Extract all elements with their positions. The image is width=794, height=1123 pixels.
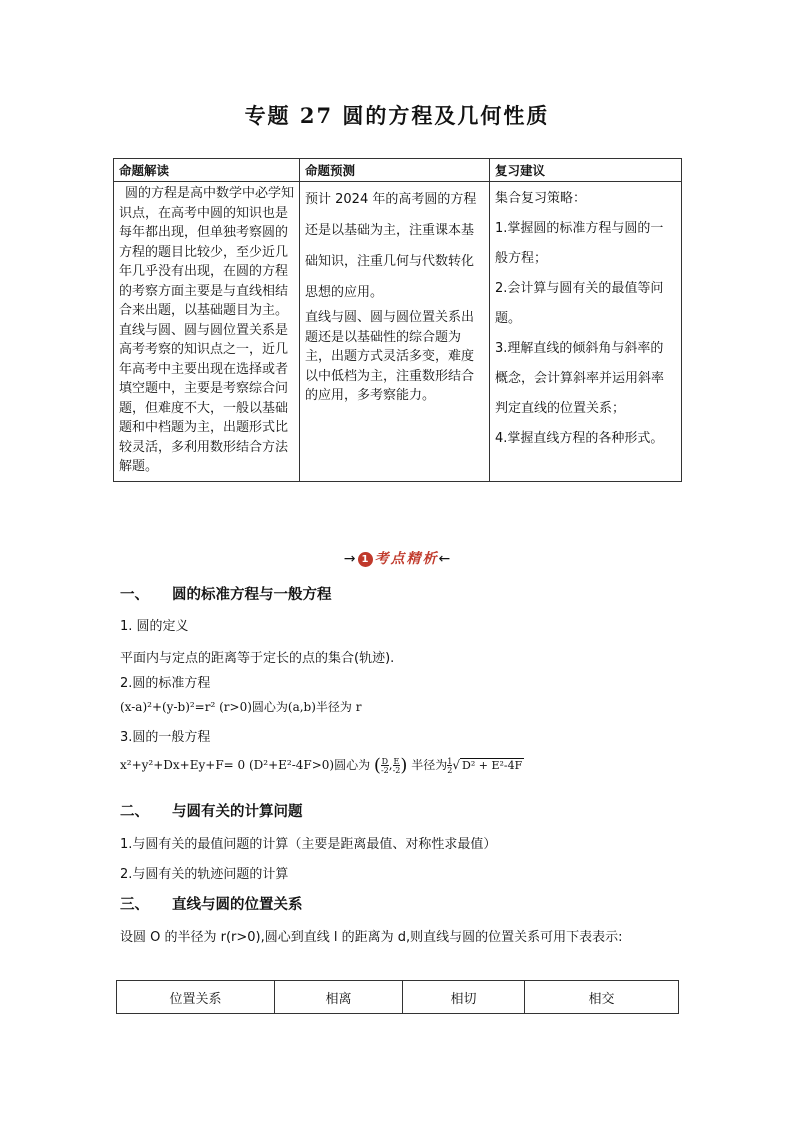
suggestion-line-4: 3.理解直线的倾斜角与斜率的概念，会计算斜率并运用斜率判定直线的位置关系； [495,341,665,416]
calc-item-1: 1.与圆有关的最值问题的计算（主要是距离最值、对称性求最值） [120,837,497,852]
prediction-para-2: 直线与圆、圆与圆位置关系出题还是以基础性的综合题为主，出题方式灵活多变，难度以中低档为主，注重数形结合的应用，多考察能力。 [305,310,475,403]
relation-intersect: 相交 [525,981,679,1014]
relation-separate: 相离 [275,981,403,1014]
section-heading-1: 一、 圆的标准方程与一般方程 [120,587,332,603]
page-title: 专题 27 圆的方程及几何性质 [244,103,550,128]
interpretation-cell [114,182,300,482]
interpretation-para-1: 圆的方程是高中数学中必学知识点，在高考中圆的知识也是每年都出现，但单独考察圆的方程的题目比较少，至少近几年几乎没有出现，在圆的方程的考察方面主要是与直线相结合来出题，以基础题目为主。 [119,186,295,318]
suggestion-cell [490,182,682,482]
section-banner [0,548,794,568]
banner-number-badge: 1 [358,552,373,567]
suggestion-line-3: 2.会计算与圆有关的最值等问题。 [495,281,664,326]
relation-intro: 设圆 O 的半径为 r(r>0),圆心到直线 l 的距离为 d,则直线与圆的位置关系可用下表表示: [120,930,623,945]
relation-table [116,980,679,1014]
header-interpretation: 命题解读 [114,159,300,182]
banner-arrow-left: → [343,551,356,567]
prediction-para-1: 预计 2024 年的高考圆的方程还是以基础为主，注重课本基础知识，注重几何与代数转化思想的应用。 [305,192,477,300]
header-suggestion: 复习建议 [490,159,682,182]
relation-col-header: 位置关系 [117,981,275,1014]
suggestion-line-1: 集合复习策略： [495,191,587,206]
general-equation-formula: x²+y²+Dx+Ey+F= 0 (D²+E²-4F>0)圆心为 $(\frac{D}{-2},\frac{E}{-2})$ 半径为$\frac{1}{2}√$ D² + E²-4F [120,755,523,776]
section-heading-3: 三、 直线与圆的位置关系 [120,897,303,913]
definition-heading: 1. 圆的定义 [120,619,189,634]
definition-text: 平面内与定点的距离等于定长的点的集合(轨迹). [120,651,395,666]
banner-arrow-right: ← [438,551,451,567]
section-heading-2: 二、 与圆有关的计算问题 [120,804,303,820]
intro-table [113,158,682,482]
general-equation-heading: 3.圆的一般方程 [120,730,211,745]
suggestion-line-2: 1.掌握圆的标准方程与圆的一般方程； [495,221,664,266]
standard-equation-heading: 2.圆的标准方程 [120,676,211,691]
relation-tangent: 相切 [403,981,525,1014]
standard-equation-formula: (x-a)²+(y-b)²=r² (r>0)圆心为(a,b)半径为 r [120,700,362,714]
prediction-cell [300,182,490,482]
header-prediction: 命题预测 [300,159,490,182]
suggestion-line-5: 4.掌握直线方程的各种形式。 [495,431,664,446]
interpretation-para-2: 直线与圆、圆与圆位置关系是高考考察的知识点之一，近几年高考中主要出现在选择或者填空题中，主要是考察综合问题，但难度不大，一般以基础题和中档题为主，出题形式比较灵活，多利用数形结合方法解题。 [119,322,289,474]
calc-item-2: 2.与圆有关的轨迹问题的计算 [120,867,289,882]
banner-text: 考点精析 [374,551,439,567]
